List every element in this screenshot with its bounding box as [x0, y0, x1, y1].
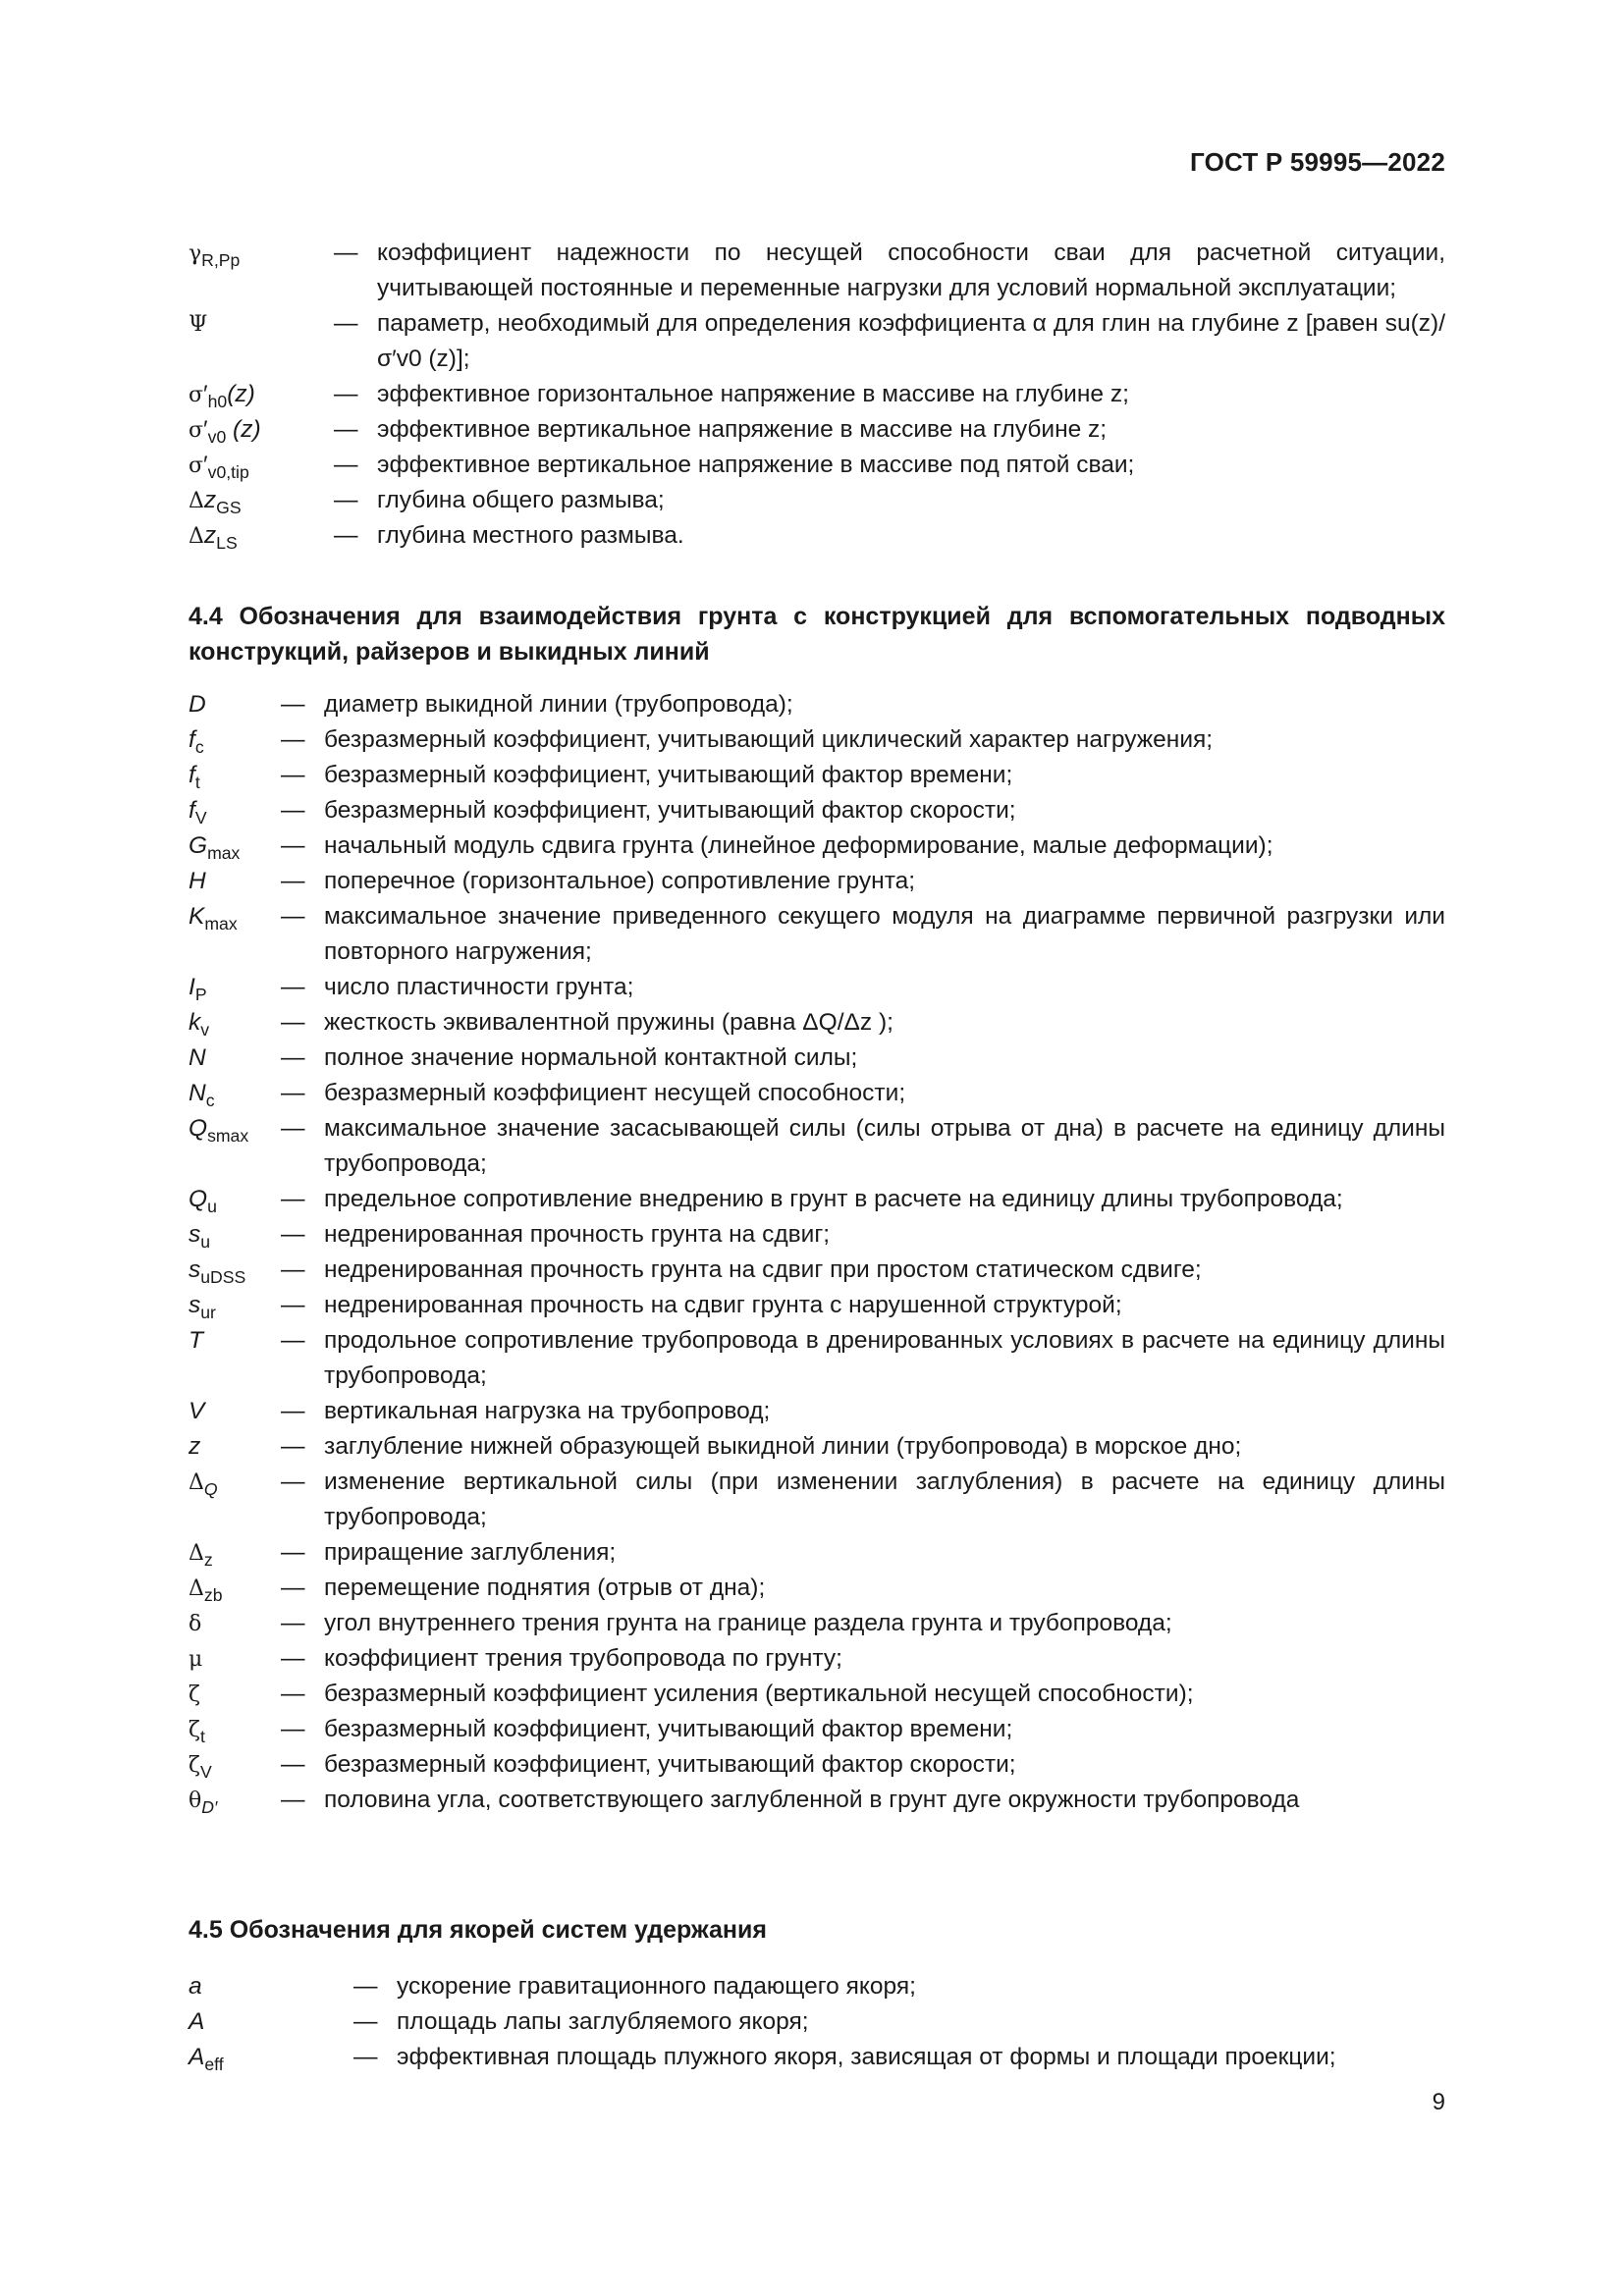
list-item: [189, 1783, 1445, 1818]
list-item: [189, 236, 1445, 306]
dash: —: [281, 1186, 305, 1212]
symbol-N: N: [189, 1044, 206, 1071]
symbol-su: $s_u$: [189, 1221, 211, 1253]
dash: —: [281, 868, 305, 894]
dash: —: [281, 1645, 305, 1672]
symbol-qsmax: $Q_{smax}$: [189, 1115, 249, 1147]
definition: эффективное вертикальное напряжение в массиве на глубине z;: [377, 416, 1108, 443]
list-item: [189, 1323, 1445, 1394]
symbol-delta-z-gs: $\Delta z_{GS}$: [189, 487, 242, 518]
definition: половина угла, соответствующего заглубленной в грунт дуге окружности трубопровода: [324, 1787, 1300, 1813]
definition: коэффициент трения трубопровода по грунту;: [324, 1645, 842, 1672]
symbol-gmax: $G_{max}$: [189, 832, 241, 864]
symbol-sigma-v0: $\sigma'_{v0}$ (z): [189, 416, 261, 448]
section-heading-4-4: 4.4 Обозначения для взаимодействия грунта с конструкцией для вспомогательных подводных конструкций, райзеров и выкидных линий: [189, 603, 1445, 666]
definition: эффективная площадь плужного якоря, зависящая от формы и площади проекции;: [397, 2044, 1336, 2070]
symbol-list-4-5: [189, 1969, 1445, 2075]
document-header: ГОСТ Р 59995—2022: [1190, 147, 1445, 177]
list-item: [189, 1217, 1445, 1253]
dash: —: [281, 1080, 305, 1106]
definition: площадь лапы заглубляемого якоря;: [397, 2008, 809, 2035]
symbol-delta-lower: δ: [189, 1612, 202, 1636]
dash: —: [334, 416, 358, 443]
list-item: [189, 1465, 1445, 1535]
list-item: [189, 1641, 1445, 1677]
symbol-kmax: $K_{max}$: [189, 903, 238, 934]
list-item: [189, 793, 1445, 828]
dash: —: [353, 2044, 378, 2070]
symbol-mu: μ: [189, 1647, 203, 1672]
definition: жесткость эквивалентной пружины (равна ΔQ/Δz );: [324, 1009, 893, 1036]
symbol-psi: Ψ: [189, 312, 208, 337]
definition: безразмерный коэффициент, учитывающий фактор скорости;: [324, 797, 1016, 824]
dash: —: [281, 1681, 305, 1707]
list-item: [189, 970, 1445, 1005]
list-item: [189, 2004, 1445, 2040]
symbol-sur: $s_{ur}$: [189, 1292, 216, 1323]
definition: изменение вертикальной силы (при изменении заглубления) в расчете на единицу длины трубопровода;: [324, 1468, 1445, 1530]
definition: безразмерный коэффициент, учитывающий циклический характер нагружения;: [324, 726, 1214, 753]
symbol-fc: $f_c$: [189, 726, 204, 758]
symbol-a: a: [189, 1973, 202, 2000]
list-item: [189, 758, 1445, 793]
definition: число пластичности грунта;: [324, 974, 634, 1000]
symbol-delta-zb: $\Delta_{zb}$: [189, 1576, 223, 1606]
list-item: [189, 1677, 1445, 1712]
dash: —: [281, 762, 305, 788]
symbol-A: A: [189, 2008, 205, 2035]
dash: —: [281, 1468, 305, 1495]
symbol-kv: $k_v$: [189, 1009, 210, 1041]
symbol-qu: $Q_u$: [189, 1186, 217, 1217]
symbol-delta-q: $\Delta_Q$: [189, 1470, 218, 1500]
definition: безразмерный коэффициент, учитывающий фактор времени;: [324, 762, 1013, 788]
dash: —: [281, 832, 305, 859]
dash: —: [281, 1433, 305, 1460]
definition: угол внутреннего трения грунта на границе раздела грунта и трубопровода;: [324, 1610, 1172, 1636]
dash: —: [334, 240, 358, 266]
list-item: [189, 2040, 1445, 2075]
symbol-list-4-4: [189, 687, 1445, 1818]
list-item: [189, 377, 1445, 412]
list-item: [189, 864, 1445, 899]
definition: заглубление нижней образующей выкидной линии (трубопровода) в морское дно;: [324, 1433, 1242, 1460]
list-item: [189, 448, 1445, 483]
definition: недренированная прочность грунта на сдвиг;: [324, 1221, 831, 1248]
definition: начальный модуль сдвига грунта (линейное деформирование, малые деформации);: [324, 832, 1273, 859]
symbol-sigma-v0-tip: $\sigma'_{v0,tip}$: [189, 452, 249, 483]
symbol-zeta-v: $\zeta_V$: [189, 1753, 212, 1783]
symbol-sudss: $s_{uDSS}$: [189, 1256, 246, 1288]
dash: —: [281, 797, 305, 824]
list-item: [189, 1535, 1445, 1571]
list-item: [189, 306, 1445, 377]
symbol-H: H: [189, 868, 206, 894]
definition: недренированная прочность на сдвиг грунта с нарушенной структурой;: [324, 1292, 1122, 1318]
symbol-T: T: [189, 1327, 203, 1354]
dash: —: [353, 1973, 378, 2000]
definition: полное значение нормальной контактной силы;: [324, 1044, 858, 1071]
dash: —: [334, 487, 358, 513]
list-item: [189, 1571, 1445, 1606]
definition: продольное сопротивление трубопровода в дренированных условиях в расчете на единицу длины трубопровода;: [324, 1327, 1445, 1389]
dash: —: [281, 1751, 305, 1778]
dash: —: [281, 1115, 305, 1142]
definition: параметр, необходимый для определения коэффициента α для глин на глубине z [равен su(z)/σ′v0 (z)];: [377, 310, 1445, 372]
dash: —: [281, 691, 305, 718]
dash: —: [281, 1009, 305, 1036]
definition: глубина местного размыва.: [377, 522, 684, 549]
definition: глубина общего размыва;: [377, 487, 665, 513]
definition: безразмерный коэффициент несущей способности;: [324, 1080, 906, 1106]
list-item: [189, 828, 1445, 864]
symbol-zeta-t: $\zeta_t$: [189, 1718, 205, 1747]
list-item: [189, 1182, 1445, 1217]
list-item: [189, 687, 1445, 722]
dash: —: [334, 452, 358, 478]
symbol-z: z: [189, 1433, 201, 1460]
definition: предельное сопротивление внедрению в грунт в расчете на единицу длины трубопровода;: [324, 1186, 1343, 1212]
dash: —: [281, 1327, 305, 1354]
definition: поперечное (горизонтальное) сопротивление грунта;: [324, 868, 916, 894]
list-item: [189, 722, 1445, 758]
dash: —: [281, 1787, 305, 1813]
definition: коэффициент надежности по несущей способности сваи для расчетной ситуации, учитывающей постоянные и переменные нагрузки для условий нормальной эксплуатации;: [377, 240, 1445, 301]
list-item: [189, 1969, 1445, 2004]
dash: —: [281, 1539, 305, 1566]
symbol-delta-z-ls: $\Delta z_{LS}$: [189, 522, 238, 554]
list-item: [189, 899, 1445, 970]
symbol-delta-z: $\Delta_z$: [189, 1541, 213, 1571]
definition: эффективное вертикальное напряжение в массиве под пятой сваи;: [377, 452, 1135, 478]
dash: —: [281, 903, 305, 930]
list-item: [189, 518, 1445, 554]
symbol-V: V: [189, 1398, 205, 1424]
definition: вертикальная нагрузка на трубопровод;: [324, 1398, 771, 1424]
definition: приращение заглубления;: [324, 1539, 617, 1566]
dash: —: [281, 1044, 305, 1071]
definition: безразмерный коэффициент усиления (вертикальной несущей способности);: [324, 1681, 1194, 1707]
dash: —: [281, 1575, 305, 1601]
list-item: [189, 1041, 1445, 1076]
dash: —: [334, 310, 358, 337]
symbol-gamma-r-pp: $\gamma_{R,Pp}$: [189, 241, 241, 271]
definition: перемещение поднятия (отрыв от дна);: [324, 1575, 766, 1601]
list-item: [189, 412, 1445, 448]
list-item: [189, 1747, 1445, 1783]
list-item: [189, 1606, 1445, 1641]
dash: —: [281, 1398, 305, 1424]
section-heading-4-5: 4.5 Обозначения для якорей систем удержания: [189, 1916, 767, 1944]
page-number: 9: [1432, 2089, 1445, 2115]
dash: —: [281, 726, 305, 753]
dash: —: [281, 1221, 305, 1248]
list-item: [189, 1712, 1445, 1747]
definition: максимальное значение засасывающей силы (силы отрыва от дна) в расчете на единицу длины трубопровода;: [324, 1115, 1445, 1177]
dash: —: [281, 1292, 305, 1318]
definition: ускорение гравитационного падающего якоря;: [397, 1973, 916, 2000]
list-item: [189, 1005, 1445, 1041]
dash: —: [334, 381, 358, 407]
symbol-a-eff: $A_{eff}$: [189, 2044, 224, 2075]
dash: —: [281, 1716, 305, 1742]
symbol-zeta: ζ: [189, 1682, 200, 1707]
symbol-ft: $f_t$: [189, 762, 200, 793]
list-item: [189, 1394, 1445, 1429]
list-item: [189, 1076, 1445, 1111]
dash: —: [353, 2008, 378, 2035]
dash: —: [281, 974, 305, 1000]
definition: безразмерный коэффициент, учитывающий фактор скорости;: [324, 1751, 1016, 1778]
symbol-list-continued: [189, 236, 1445, 554]
symbol-fv: $f_V$: [189, 797, 207, 828]
definition: недренированная прочность грунта на сдвиг при простом статическом сдвиге;: [324, 1256, 1202, 1283]
definition: диаметр выкидной линии (трубопровода);: [324, 691, 793, 718]
symbol-nc: $N_c$: [189, 1080, 215, 1111]
symbol-sigma-h0: $\sigma'_{h0}(z)$: [189, 381, 255, 412]
list-item: [189, 1429, 1445, 1465]
definition: эффективное горизонтальное напряжение в массиве на глубине z;: [377, 381, 1129, 407]
dash: —: [281, 1256, 305, 1283]
definition: максимальное значение приведенного секущего модуля на диаграмме первичной разгрузки или повторного нагружения;: [324, 903, 1445, 965]
symbol-D: D: [189, 691, 206, 718]
list-item: [189, 483, 1445, 518]
symbol-ip: $I_P$: [189, 974, 207, 1005]
dash: —: [334, 522, 358, 549]
list-item: [189, 1253, 1445, 1288]
list-item: [189, 1111, 1445, 1182]
symbol-theta-d: $\theta_{D'}$: [189, 1789, 218, 1818]
list-item: [189, 1288, 1445, 1323]
definition: безразмерный коэффициент, учитывающий фактор времени;: [324, 1716, 1013, 1742]
dash: —: [281, 1610, 305, 1636]
